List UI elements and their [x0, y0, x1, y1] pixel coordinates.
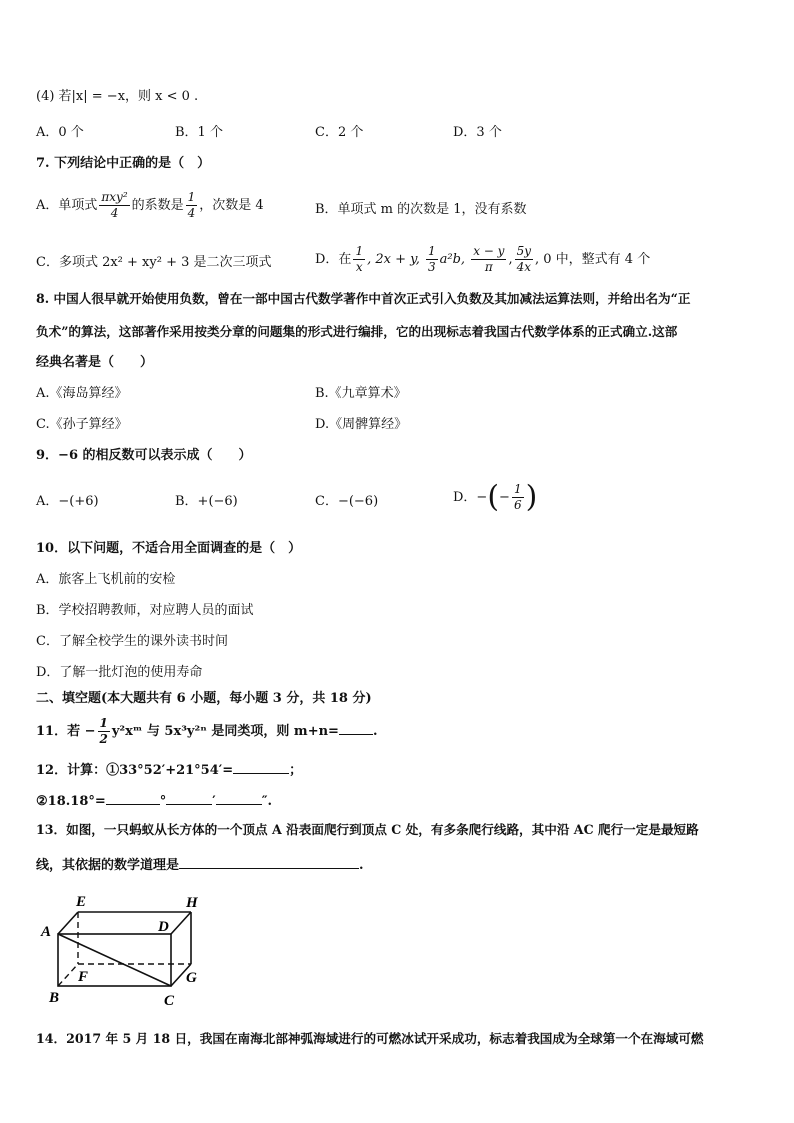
q14-line-1: 14．2017 年 5 月 18 日，我国在南海北部神弧海域进行的可燃冰试开采成功，标志着我国成为全球第一个在海域可燃: [36, 1031, 704, 1046]
q7-option-a: [36, 190, 264, 221]
q10-option-a: A．旅客上飞机前的安检: [36, 572, 176, 587]
q8-option-a: A.《海岛算经》: [36, 386, 128, 401]
q11-answer-blank[interactable]: [339, 720, 373, 735]
q7-option-d-frac2-num: 1: [428, 244, 436, 258]
q7-option-d-frac1-num: 1: [355, 244, 364, 258]
q7-option-a-frac2-num: 1: [187, 190, 196, 204]
second-symbol: ″.: [261, 794, 273, 809]
q10-option-d: D．了解一批灯泡的使用寿命: [36, 665, 203, 680]
q12-second-blank[interactable]: [216, 790, 262, 805]
vertex-label-b: B: [49, 990, 60, 1006]
q7-option-d-frac3-num: x − y: [473, 244, 505, 258]
q9-option-b: B．+(−6): [175, 494, 238, 509]
q12-line-1-end: ；: [289, 763, 303, 778]
q9-stem: 9．−6 的相反数可以表示成（ ）: [36, 448, 252, 463]
q9-option-d-frac: [512, 482, 524, 513]
q12-line-2: [36, 790, 272, 811]
q7-option-d-post: , 0 中，整式有 4 个: [535, 252, 651, 267]
q12-minute-blank[interactable]: [166, 790, 212, 805]
q6-option-c: C．2 个: [315, 125, 364, 140]
q10-stem: 10．以下问题，不适合用全面调查的是（ ）: [36, 541, 302, 556]
q11-frac-num: 1: [99, 716, 108, 730]
q6-option-d: D．3 个: [453, 125, 502, 140]
q7-option-c: C．多项式 2x² + xy² + 3 是二次三项式: [36, 255, 272, 270]
q7-option-d-pre: D．在: [315, 252, 352, 267]
cuboid-edge-ae: [58, 912, 78, 934]
q12-degree-blank[interactable]: [106, 790, 160, 805]
q11-frac: [98, 716, 110, 747]
q7-stem: 7. 下列结论中正确的是（ ）: [36, 156, 211, 171]
minute-symbol: ′: [212, 794, 216, 809]
q13-line-1: 13．如图，一只蚂蚁从长方体的一个顶点 A 沿表面爬行到顶点 C 处，有多条爬行线路，其中沿 AC 爬行一定是最短路: [36, 822, 699, 837]
hidden-edge-bf: [58, 964, 78, 986]
q7-option-a-post: ，次数是 4: [199, 198, 264, 213]
diagonal-ac: [58, 934, 171, 986]
q10-option-c: C．了解全校学生的课外读书时间: [36, 634, 228, 649]
q9-option-d: D．−(− $\frac{1}{6}$ ): [453, 479, 538, 515]
q7-option-a-frac2: [186, 190, 198, 221]
q12-line-1-pre: 12．计算：①33°52′+21°54′=: [36, 763, 234, 778]
q12-line-1: [36, 759, 302, 780]
q7-option-d-frac1: [353, 244, 365, 275]
q11-post: y²xᵐ 与 5x³y²ⁿ 是同类项，则 m+n=: [111, 724, 339, 739]
q7-option-d-mid2: a²b,: [439, 252, 470, 267]
q7-option-d-frac3: [471, 244, 506, 275]
q7-option-d-frac3-den: π: [471, 259, 506, 275]
q8-line-1: 8. 中国人很早就开始使用负数，曾在一部中国古代数学著作中首次正式引入负数及其加减法运算法则，并给出名为“正: [36, 291, 691, 306]
q7-option-a-frac1-den: 4: [99, 205, 129, 221]
q7-option-a-frac1-num: πxy²: [101, 190, 128, 204]
cuboid-edge-dh: [171, 912, 191, 934]
q7-option-d-frac4-num: 5y: [516, 244, 531, 258]
q7-option-d-frac2-den: 3: [428, 260, 436, 274]
left-paren: (: [487, 479, 500, 515]
q10-option-b: B．学校招聘教师，对应聘人员的面试: [36, 603, 254, 618]
q6-option-a: A．0 个: [36, 125, 84, 140]
q11-pre: 11．若 −: [36, 724, 96, 739]
q6-statement-4: (4) 若|x| = −x，则 x < 0 .: [36, 89, 199, 104]
q11-frac-den: 2: [99, 732, 108, 746]
q11: [36, 716, 377, 747]
q8-line-2: 负术”的算法，这部著作采用按类分章的问题集的形式进行编排，它的出现标志着我国古代数学体系的正式确立.这部: [36, 324, 678, 339]
vertex-label-h: H: [186, 895, 198, 911]
cuboid-figure: [36, 888, 226, 1013]
q9-option-a: A．−(+6): [36, 494, 99, 509]
q13-line-2: [36, 854, 364, 875]
vertex-label-d: D: [158, 919, 169, 935]
q13-line-2-end: .: [359, 858, 364, 873]
vertex-label-c: C: [164, 993, 175, 1009]
q9-option-d-num: 1: [513, 482, 522, 496]
q7-option-d-frac1-den: x: [353, 259, 365, 275]
q7-option-d-frac2: [426, 244, 438, 275]
q7-option-d-mid1: , 2x + y,: [367, 252, 424, 267]
q7-option-d: D．在 $\frac{1}{x}$ , 2x + y, $\frac{1}{3}$ a²b, $\frac{x - y}{\pi}$ , $\frac{5y}{4x}$ , 0 中，整式有 4 个: [315, 244, 651, 274]
q13-answer-blank[interactable]: [179, 854, 359, 869]
vertex-label-f: F: [78, 969, 89, 985]
q7-option-a-frac2-den: 4: [187, 206, 196, 220]
q13-line-2-pre: 线，其依据的数学道理是: [36, 858, 180, 873]
q7-option-d-frac4: [515, 244, 533, 275]
q7-option-a-mid: 的系数是: [131, 198, 184, 213]
q12-line-2-pre: ②18.18°=: [36, 794, 106, 809]
q9-option-c: C．−(−6): [315, 494, 379, 509]
degree-symbol: °: [159, 794, 167, 809]
q8-option-b: B.《九章算术》: [315, 386, 407, 401]
q9-option-d-den: 6: [513, 498, 522, 512]
vertex-label-e: E: [76, 894, 87, 910]
vertex-label-a: A: [41, 924, 52, 940]
q8-line-3: 经典名著是（ ）: [36, 355, 154, 370]
q8-option-d: D.《周髀算经》: [315, 417, 408, 432]
section-2-heading: 二、填空题(本大题共有 6 小题，每小题 3 分，共 18 分): [36, 691, 372, 706]
q11-end: .: [372, 724, 378, 739]
q7-option-a-pre: A．单项式: [36, 198, 98, 213]
vertex-label-g: G: [186, 970, 197, 986]
q9-option-d-pre: D．−: [453, 490, 488, 505]
q7-option-d-frac4-den: 4x: [515, 259, 533, 275]
q7-option-a-frac1: [99, 190, 129, 221]
q12-answer-blank-1[interactable]: [233, 759, 289, 774]
right-paren: ): [525, 479, 538, 515]
q7-option-b: B．单项式 m 的次数是 1，没有系数: [315, 202, 527, 217]
q6-option-b: B．1 个: [175, 125, 223, 140]
q8-option-c: C.《孙子算经》: [36, 417, 128, 432]
